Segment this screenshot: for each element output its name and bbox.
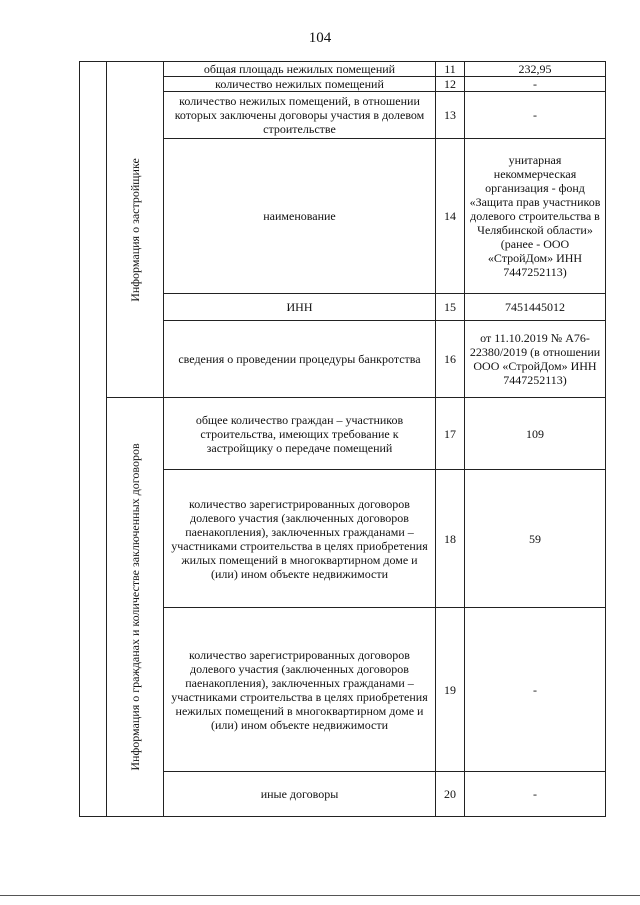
row-value: 232,95 bbox=[465, 62, 606, 77]
row-value: 7451445012 bbox=[465, 294, 606, 321]
row-description: количество нежилых помещений, в отношении которых заключены договоры участия в долевом строительстве bbox=[164, 92, 436, 139]
row-number: 18 bbox=[436, 470, 465, 608]
section-developer-info bbox=[107, 62, 164, 398]
row-description: количество зарегистрированных договоров долевого участия (заключенных договоров паенакопления), заключенных гражданами – участниками строительства в целях приобретения нежилых помещений в многоквартирном доме и (или) ином объекте недвижимости bbox=[164, 608, 436, 772]
row-description: количество зарегистрированных договоров долевого участия (заключенных договоров паенакопления), заключенных гражданами – участниками строительства в целях приобретения жилых помещений в многоквартирном доме и (или) ином объекте недвижимости bbox=[164, 470, 436, 608]
row-number: 13 bbox=[436, 92, 465, 139]
row-description: общая площадь нежилых помещений bbox=[164, 62, 436, 77]
row-number: 11 bbox=[436, 62, 465, 77]
row-value: 109 bbox=[465, 398, 606, 470]
row-number: 19 bbox=[436, 608, 465, 772]
page-number: 104 bbox=[308, 30, 332, 46]
row-number: 20 bbox=[436, 772, 465, 817]
row-value: - bbox=[465, 77, 606, 92]
developer-info-table bbox=[79, 61, 606, 817]
row-value: - bbox=[465, 772, 606, 817]
row-description: ИНН bbox=[164, 294, 436, 321]
row-number: 15 bbox=[436, 294, 465, 321]
left-blank-column bbox=[80, 62, 107, 817]
row-value: - bbox=[465, 608, 606, 772]
section-citizens-info bbox=[107, 398, 164, 817]
row-number: 17 bbox=[436, 398, 465, 470]
row-description: количество нежилых помещений bbox=[164, 77, 436, 92]
section-label: Информация о гражданах и количестве заключенных договоров bbox=[128, 443, 142, 771]
row-description: иные договоры bbox=[164, 772, 436, 817]
table-row bbox=[80, 62, 606, 77]
row-value: унитарная некоммерческая организация - фонд «Защита прав участников долевого строительства в Челябинской области» (ранее - ООО «СтройДом» ИНН 7447252113) bbox=[465, 139, 606, 294]
row-value: 59 bbox=[465, 470, 606, 608]
bottom-rule bbox=[0, 895, 640, 896]
row-description: общее количество граждан – участников строительства, имеющих требование к застройщику о передаче помещений bbox=[164, 398, 436, 470]
row-description: наименование bbox=[164, 139, 436, 294]
section-label: Информация о застройщике bbox=[128, 157, 142, 302]
row-description: сведения о проведении процедуры банкротства bbox=[164, 321, 436, 398]
row-number: 12 bbox=[436, 77, 465, 92]
row-value: - bbox=[465, 92, 606, 139]
row-value: от 11.10.2019 № А76-22380/2019 (в отношении ООО «СтройДом» ИНН 7447252113) bbox=[465, 321, 606, 398]
row-number: 14 bbox=[436, 139, 465, 294]
row-number: 16 bbox=[436, 321, 465, 398]
table-row bbox=[80, 398, 606, 470]
